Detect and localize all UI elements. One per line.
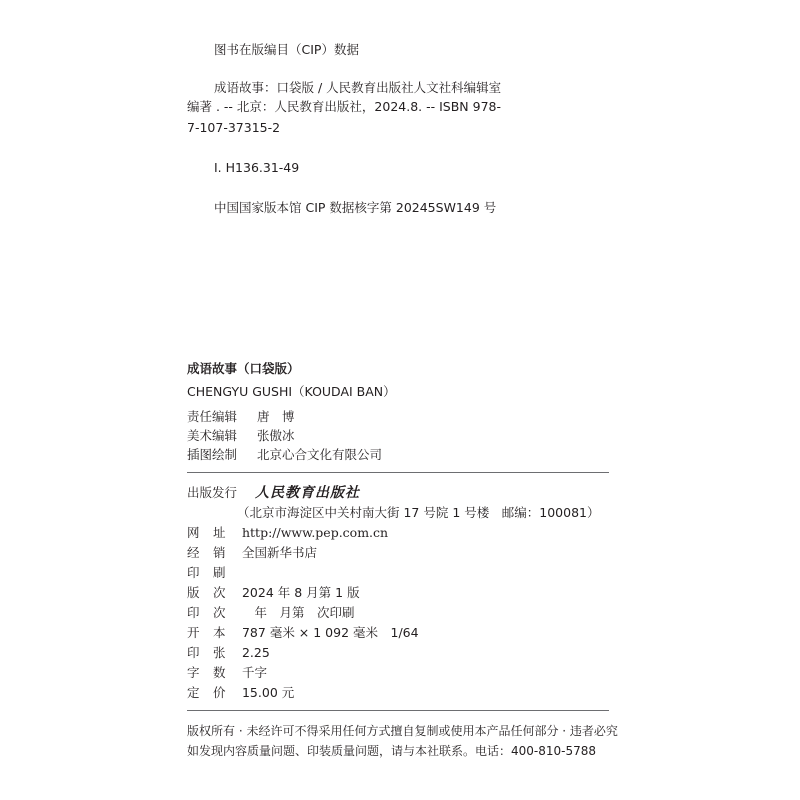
imprint-value: 千字 (241, 665, 267, 680)
imprint-label-b: 次 (213, 585, 226, 600)
divider (187, 472, 609, 473)
imprint-row-price (187, 685, 294, 701)
imprint-row-sheets (187, 645, 270, 661)
cip-number: 中国国家版本馆 CIP 数据核字第 20245SW149 号 (214, 200, 497, 215)
imprint-label-b: 数 (213, 665, 226, 680)
imprint-label-a: 印 (187, 605, 200, 620)
imprint-label-a: 版 (187, 585, 200, 600)
imprint-value: 2024 年 8 月第 1 版 (241, 585, 360, 600)
publisher-seal: 人民教育出版社 (254, 485, 360, 501)
credit-value: 唐 博 (256, 409, 295, 424)
credit-label: 责任编辑 (187, 409, 238, 424)
imprint-label-b: 价 (213, 685, 226, 700)
credit-row (187, 447, 382, 463)
book-title: 成语故事（口袋版） (187, 361, 300, 376)
imprint-label-a: 印 (187, 565, 200, 580)
imprint-row-wordcount (187, 665, 267, 681)
imprint-row-printer (187, 565, 238, 581)
credit-row (187, 428, 295, 444)
contact-notice: 如发现内容质量问题、印装质量问题，请与本社联系。电话：400-810-5788 (187, 744, 597, 758)
imprint-label-a: 经 (187, 545, 200, 560)
cip-heading: 图书在版编目（CIP）数据 (214, 42, 359, 57)
imprint-label-a: 印 (187, 645, 200, 660)
imprint-value: 2.25 (241, 645, 270, 660)
rights-notice: 版权所有 · 未经许可不得采用任何方式擅自复制或使用本产品任何部分 · 违者必究 (187, 724, 618, 738)
cip-entry-line-1: 成语故事：口袋版 / 人民教育出版社人文社科编辑室 (214, 80, 502, 95)
credit-row (187, 409, 295, 425)
imprint-value: 年 月第 次印刷 (241, 605, 355, 620)
imprint-row-format (187, 625, 419, 641)
divider (187, 710, 609, 711)
book-title-pinyin: CHENGYU GUSHI（KOUDAI BAN） (187, 384, 396, 399)
imprint-row-edition (187, 585, 360, 601)
imprint-label-a: 字 (187, 665, 200, 680)
imprint-value: 787 毫米 × 1 092 毫米 1/64 (241, 625, 419, 640)
imprint-value: 全国新华书店 (241, 545, 317, 560)
credit-label: 插图绘制 (187, 447, 238, 462)
website-link[interactable]: http://www.pep.com.cn (241, 525, 389, 540)
imprint-row-printing (187, 605, 355, 621)
imprint-value: 15.00 元 (241, 685, 295, 700)
imprint-label-b: 址 (213, 525, 226, 540)
imprint-label-a: 开 (187, 625, 200, 640)
credit-value: 张傲冰 (256, 428, 295, 443)
imprint-row-distributor (187, 545, 317, 561)
cip-classification: Ⅰ. H136.31-49 (214, 160, 300, 175)
imprint-label-b: 刷 (213, 565, 226, 580)
credit-value: 北京心合文化有限公司 (256, 447, 382, 462)
cip-entry-line-3: 7-107-37315-2 (187, 120, 281, 135)
imprint-label-a: 定 (187, 685, 200, 700)
imprint-label-b: 张 (213, 645, 226, 660)
credit-label: 美术编辑 (187, 428, 238, 443)
imprint-label-b: 次 (213, 605, 226, 620)
cip-entry-line-2: 编著 . -- 北京：人民教育出版社，2024.8. -- ISBN 978- (187, 99, 501, 114)
publisher-row (187, 485, 360, 501)
imprint-row-url (187, 525, 388, 541)
publisher-address: （北京市海淀区中关村南大街 17 号院 1 号楼 邮编：100081） (237, 505, 600, 520)
imprint-label-b: 本 (213, 625, 226, 640)
imprint-label-a: 网 (187, 525, 200, 540)
publisher-label: 出版发行 (187, 485, 238, 500)
imprint-label-b: 销 (213, 545, 226, 560)
